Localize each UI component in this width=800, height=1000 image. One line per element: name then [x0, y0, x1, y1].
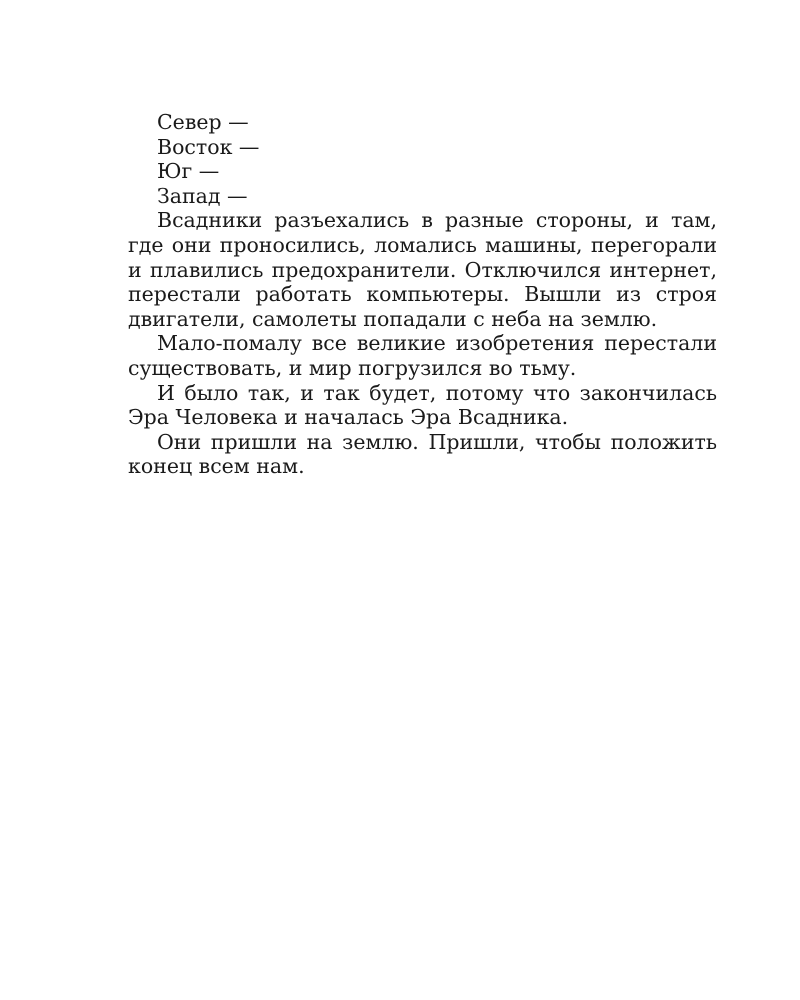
paragraph-west: Запад — [157, 183, 248, 208]
paragraph-east: Восток — [157, 134, 260, 159]
paragraph-end: Они пришли на землю. Пришли, чтобы положить конец всем нам. [128, 429, 717, 479]
paragraph-inventions: Мало-помалу все великие изобретения перестали существовать, и мир погрузился во тьму. [128, 331, 717, 380]
paragraph-era: И было так, и так будет, потому что закончилась Эра Человека и началась Эра Всадника. [128, 380, 717, 430]
paragraph-south: Юг — [157, 159, 220, 184]
paragraph-north: Север — [157, 110, 249, 134]
paragraph-riders: Всадники разъехались в разные стороны, и там, где они проносились, ломались машины, перегорали и плавились предохранители. Отключился интернет, перестали работать компьютеры. Вышли из строя двигатели, самолеты попадали с неба на землю. [128, 208, 717, 331]
body-text [128, 110, 717, 479]
